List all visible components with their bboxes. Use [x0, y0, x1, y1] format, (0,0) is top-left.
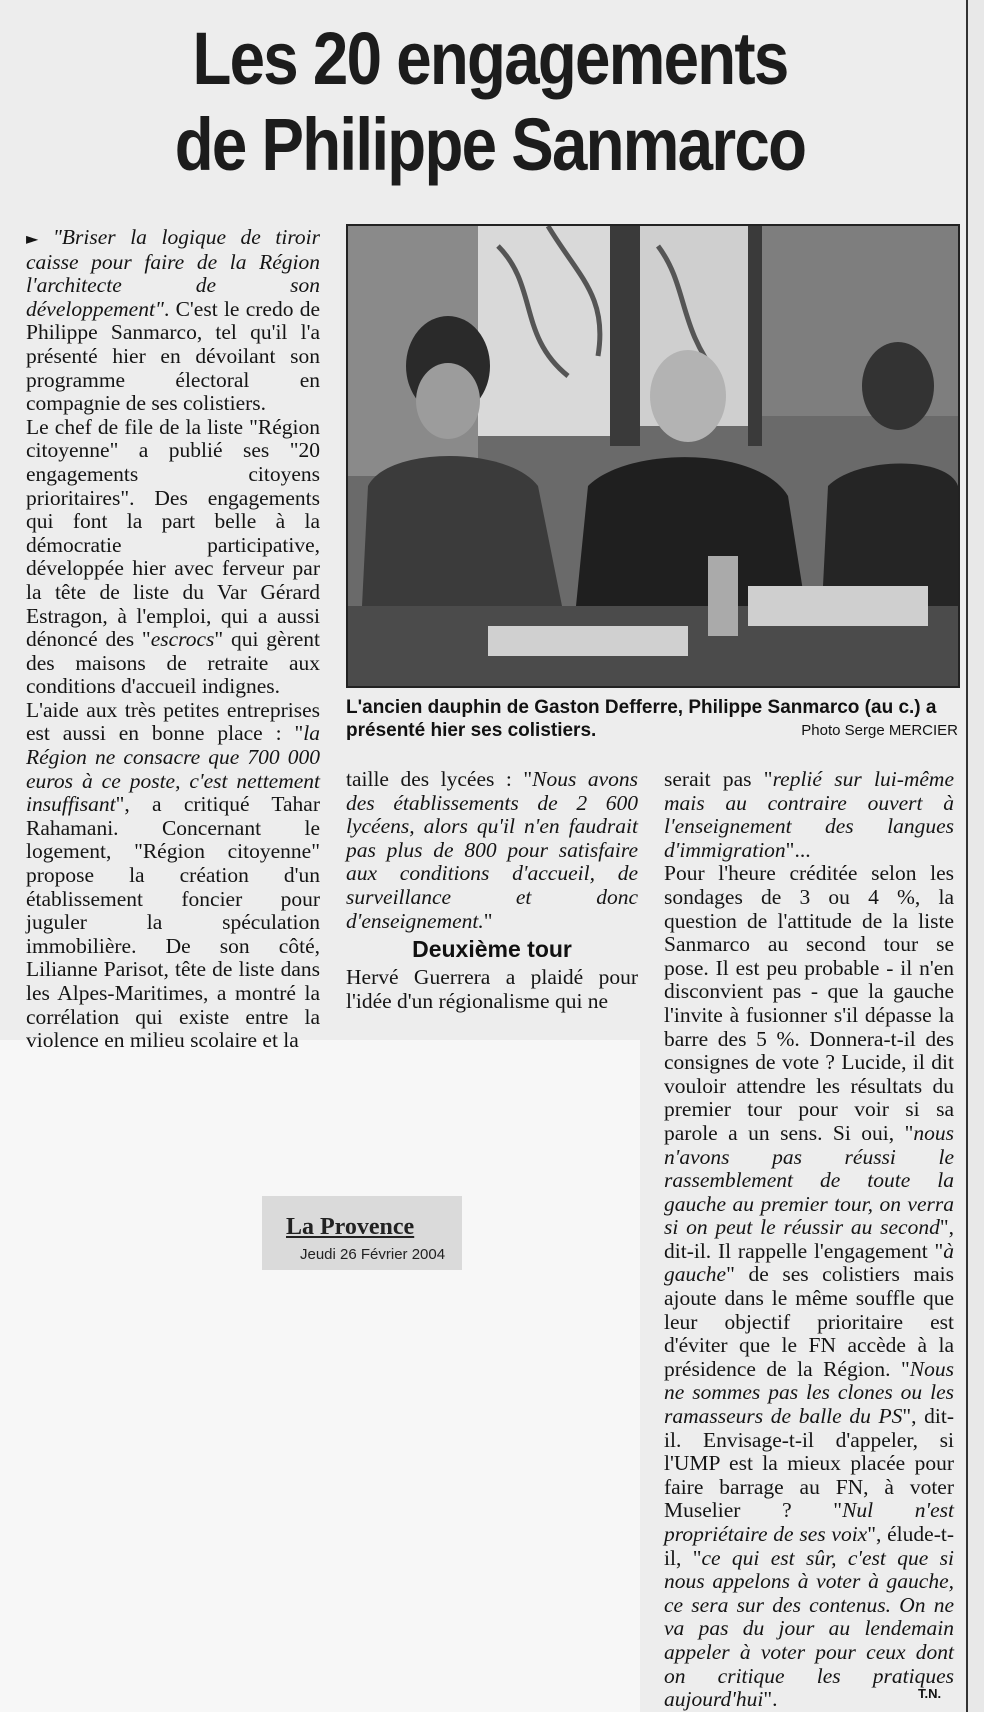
- blank-paper-area: [0, 1040, 640, 1712]
- paragraph-text: ": [483, 908, 493, 933]
- newspaper-name: La Provence: [286, 1214, 415, 1240]
- paragraph-emphasis: Nul n'est propriétaire de ses voix: [664, 1498, 955, 1546]
- article-column-1: [26, 226, 320, 1053]
- paragraph-text: ", dit-il. Envisage-t-il d'appeler, si l'UMP est la mieux placée pour faire barrage au FN, à voter Muselier ? ": [664, 1404, 954, 1523]
- subheading: Deuxième tour: [412, 936, 572, 962]
- author-initials: T.N.: [918, 1686, 942, 1701]
- paragraph-text: ", a critiqué Tahar Rahamani. Concernant le logement, "Région citoyenne" propose la création d'un établissement foncier pour juguler la spéculation immobilière. De son côté, Lilianne Parisot, tête de liste dans les Alpes-Maritimes, a montré la corrélation qui existe entre la violence en milieu scolaire et la: [26, 792, 320, 1053]
- paragraph-emphasis: replié sur lui-même mais au contraire ouvert à l'enseignement des langues d'immigration: [664, 767, 954, 862]
- paragraph-list-engagements: [26, 416, 320, 699]
- paragraph-text: Le chef de file de la liste "Région citoyenne" a publié ses "20 engagements citoyens prioritaires". Des engagements qui font la part belle à la démocratie participative, développée hier avec ferveur par la tête de liste du Var Gérard Estragon, à l'emploi, qui a aussi dénoncé des ": [26, 414, 320, 652]
- paragraph-emphasis: Nous ne sommes pas les clones ou les ramasseurs de balle du PS: [664, 1356, 954, 1429]
- paragraph-text: serait pas ": [664, 767, 773, 791]
- photo-credit: Photo Serge MERCIER: [801, 722, 958, 739]
- page-edge-line: [966, 0, 968, 1712]
- paragraph-emphasis: la Région ne consacre que 700 000 euros à ce poste, c'est nettement insuffisant: [26, 721, 320, 817]
- paragraph-emphasis: Nous avons des établissements de 2 600 lycéens, alors qu'il n'en faudrait pas plus de 800 pour satisfaire aux conditions d'accueil, de surveillance et donc d'enseignement.: [346, 767, 638, 933]
- paragraph-text: " de ses colistiers mais ajoute dans le même souffle que leur objectif prioritaire est d'éviter que le FN accède à la présidence de la Région. ": [664, 1262, 954, 1381]
- paragraph-emphasis: à gauche: [664, 1238, 954, 1287]
- caption-text: L'ancien dauphin de Gaston Defferre, Philippe Sanmarco (au c.) a présenté hier ses colistiers.: [346, 697, 937, 741]
- paragraph-text: ".: [763, 1687, 778, 1712]
- paragraph-text: L'aide aux très petites entreprises est aussi en bonne place : ": [26, 697, 320, 746]
- paragraph-second-tour: [664, 862, 954, 1711]
- intro-text: . C'est le credo de Philippe Sanmarco, tel qu'il l'a présenté hier en dévoilant son programme électoral en compagnie de ses colistiers.: [26, 296, 320, 416]
- headline: [120, 16, 860, 188]
- paragraph-emphasis: escrocs: [150, 627, 215, 652]
- arrow-icon: ►: [26, 229, 39, 248]
- paragraph-text: "...: [785, 837, 811, 862]
- headline-line-2: de Philippe Sanmarco: [174, 103, 806, 186]
- paragraph-petites-entreprises: [26, 699, 320, 1053]
- paragraph-immigration: [664, 768, 954, 862]
- article-photo: [346, 224, 960, 688]
- paragraph-lycees: [346, 768, 638, 933]
- photo-illustration: [348, 226, 958, 686]
- article-column-2: [346, 768, 638, 933]
- paragraph-regionalisme: Hervé Guerrera a plaidé pour l'idée d'un régionalisme qui ne: [346, 965, 638, 1013]
- paragraph-emphasis: nous n'avons pas réussi le rassemblement de toute la gauche au premier tour, on verra si on peut le réussir au second: [664, 1120, 954, 1240]
- paragraph-emphasis: ce qui est sûr, c'est que si nous appelons à voter à gauche, ce sera sur des contenus. On ne va pas du jour au lendemain appeler à voter pour ceux dont on critique les pratiques aujourd'hui: [664, 1545, 954, 1712]
- paragraph-text: Pour l'heure créditée selon les sondages de 3 ou 4 %, la question de l'attitude de la liste Sanmarco au second tour se pose. Il est peu probable - il n'en disconvient pas - que la gauche l'invite à fusionner s'il dépasse la barre des 5 %. Donnera-t-il des consignes de vote ? Lucide, il dit vouloir attendre les résultats du premier tour pour voir si sa parole a un sens. Si oui, ": [664, 861, 954, 1145]
- photo-caption: [346, 696, 958, 742]
- intro-paragraph: [26, 226, 320, 416]
- headline-line-1: Les 20 engagements: [192, 17, 788, 100]
- paragraph-text: " qui gèrent des maisons de retraite aux conditions d'accueil indignes.: [26, 627, 320, 699]
- article-column-2-continued: [346, 966, 638, 1013]
- article-column-3: [664, 768, 954, 1712]
- intro-quote: "Briser la logique de tiroir caisse pour faire de la Région l'architecte de son développement": [26, 225, 321, 321]
- publication-date: Jeudi 26 Février 2004: [300, 1246, 446, 1263]
- paragraph-text: ", élude-t-il, ": [664, 1522, 954, 1570]
- paragraph-text: ", dit-il. Il rappelle l'engagement ": [664, 1215, 954, 1263]
- paragraph-text: taille des lycées : ": [346, 767, 533, 791]
